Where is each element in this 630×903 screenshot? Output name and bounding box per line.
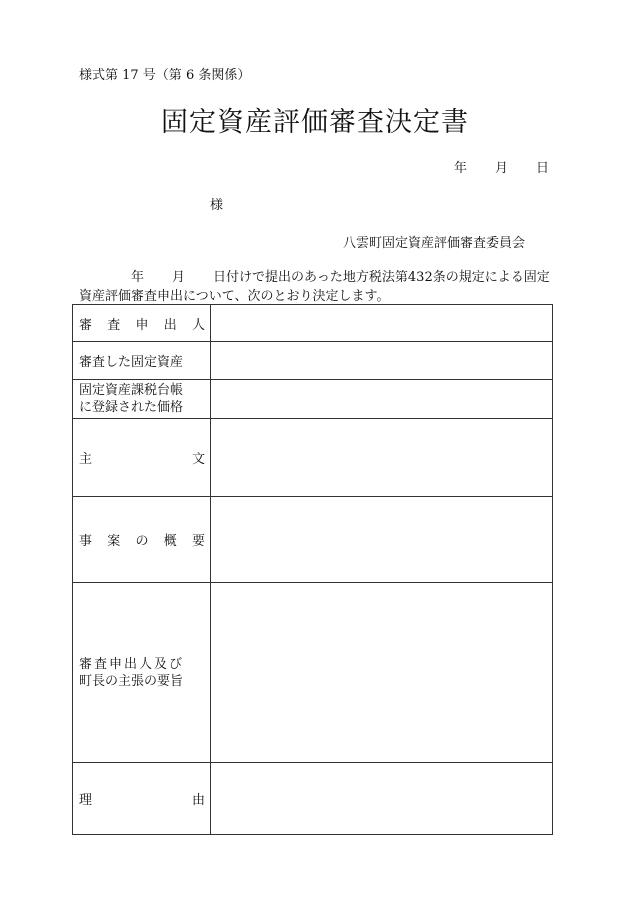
row-claims <box>73 583 553 763</box>
row-reason <box>73 763 553 835</box>
issuer-name: 八雲町固定資産評価審査委員会 <box>343 236 526 251</box>
intro-line2: 資産評価審査申出について、次のとおり決定します。 <box>79 289 390 304</box>
intro-year: 年 <box>131 270 145 285</box>
field-registered-price[interactable] <box>211 380 553 419</box>
label-case-summary: 事 案 の 概 要 <box>73 497 211 583</box>
date-day-label: 日 <box>536 161 550 176</box>
label-main-text: 主 文 <box>73 419 211 497</box>
date-year-label: 年 <box>454 161 468 176</box>
row-case-summary <box>73 497 553 583</box>
row-registered-price <box>73 380 553 419</box>
field-case-summary[interactable] <box>211 497 553 583</box>
row-applicant <box>73 305 553 342</box>
document-title: 固定資産評価審査決定書 <box>161 107 469 138</box>
intro-month: 月 <box>172 270 186 285</box>
form-number: 様式第 17 号（第 6 条関係） <box>79 68 251 83</box>
field-claims[interactable] <box>211 583 553 763</box>
intro-line1-rest: 日付けで提出のあった地方税法第432条の規定による固定 <box>213 270 550 285</box>
field-main-text[interactable] <box>211 419 553 497</box>
label-examined-asset: 審査した固定資産 <box>73 342 211 380</box>
addressee-suffix: 様 <box>210 198 224 213</box>
label-claims: 審査申出人及び 町長の主張の要旨 <box>73 583 211 763</box>
label-registered-price: 固定資産課税台帳 に登録された価格 <box>73 380 211 419</box>
row-examined-asset <box>73 342 553 380</box>
field-examined-asset[interactable] <box>211 342 553 380</box>
row-main-text <box>73 419 553 497</box>
decision-form-table <box>72 304 553 835</box>
date-month-label: 月 <box>495 161 509 176</box>
intro-paragraph <box>79 268 550 306</box>
field-reason[interactable] <box>211 763 553 835</box>
label-applicant: 審 査 申 出 人 <box>73 305 211 342</box>
label-reason: 理 由 <box>73 763 211 835</box>
field-applicant[interactable] <box>211 305 553 342</box>
